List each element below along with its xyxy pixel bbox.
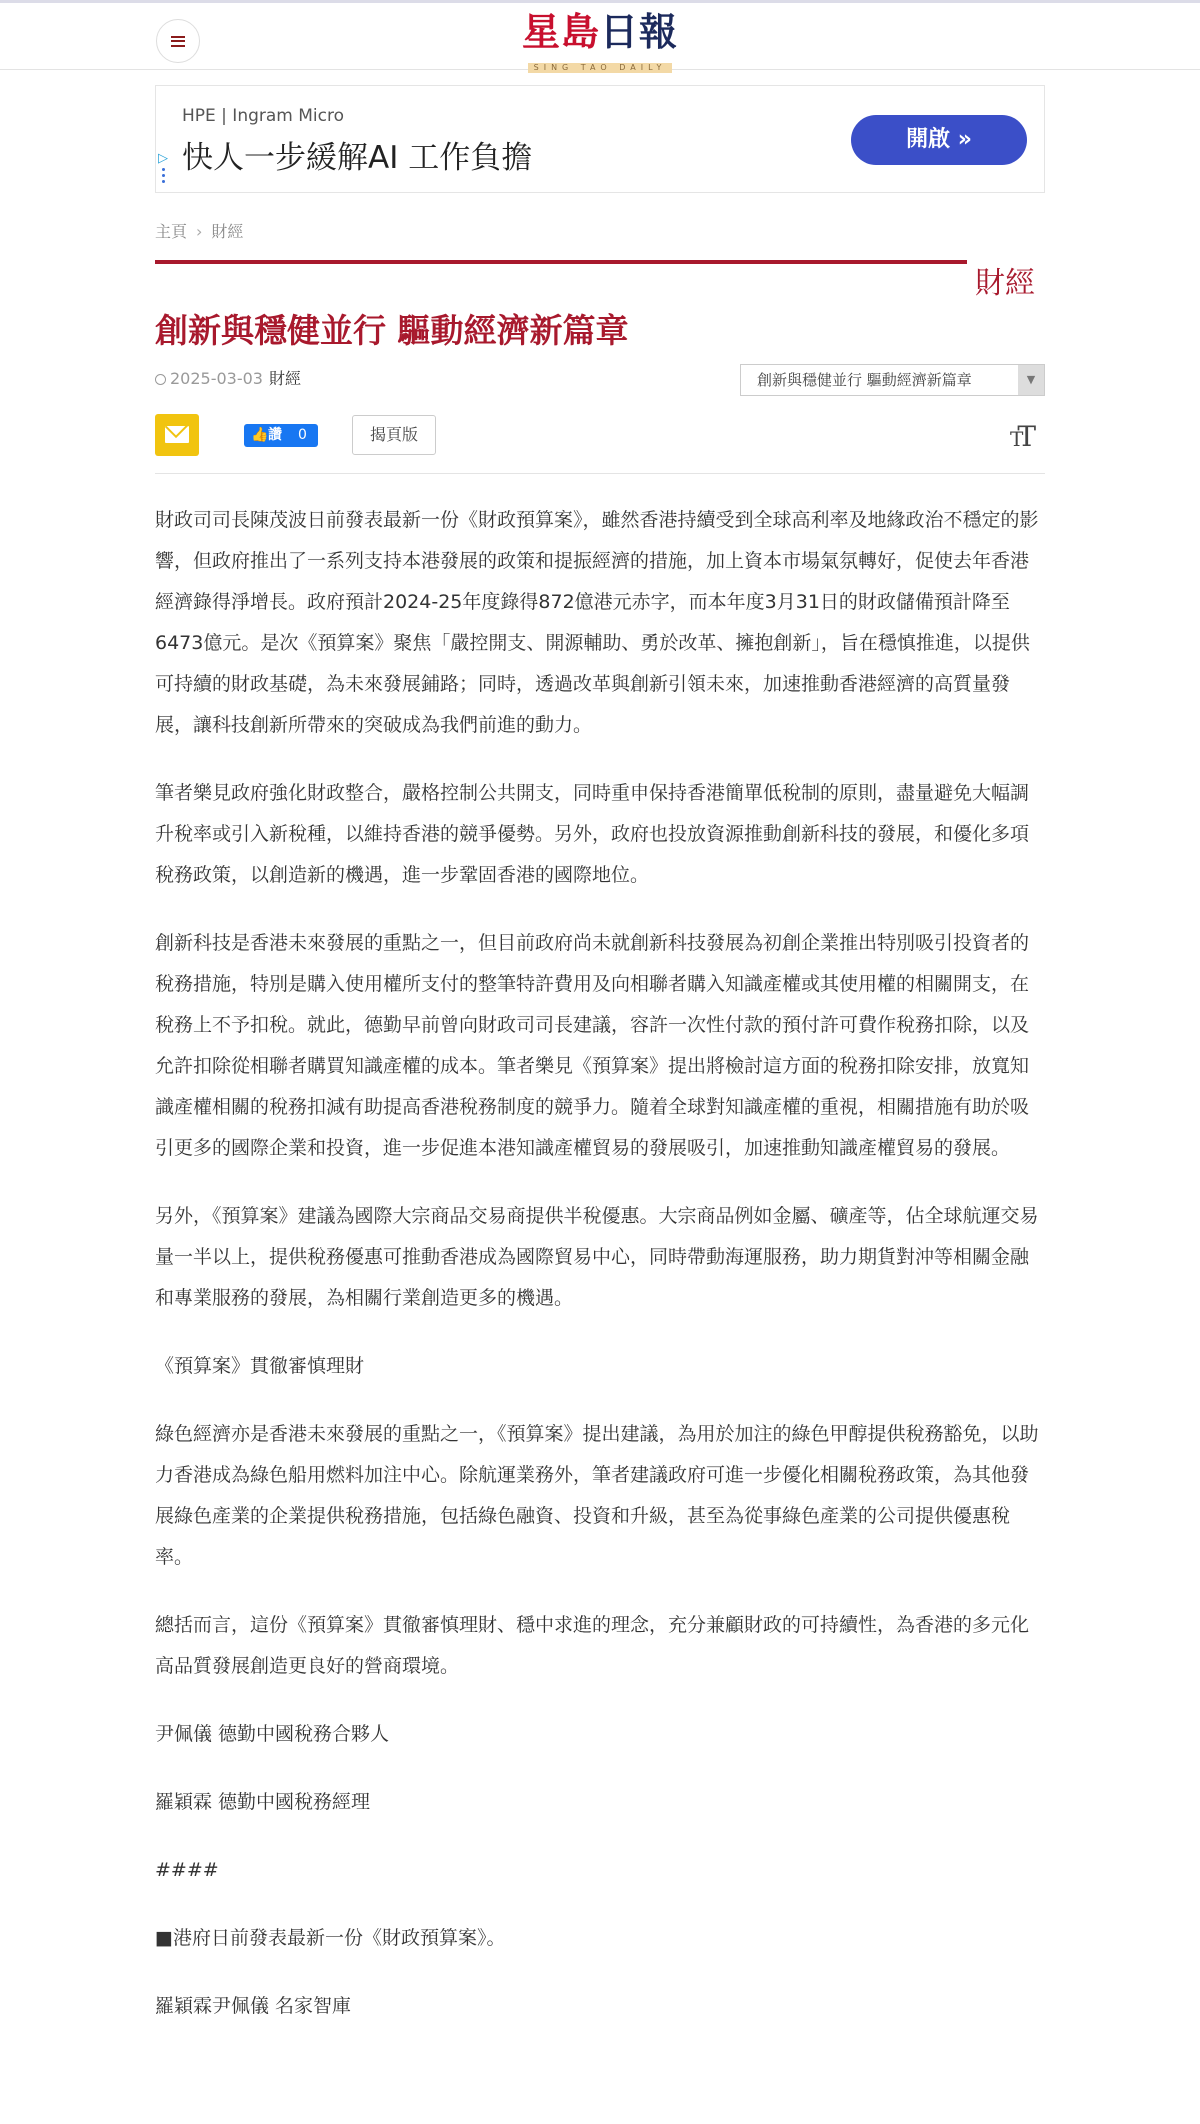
ad-headline[interactable]: 快人一步緩解AI 工作負擔 [182, 140, 533, 176]
section-divider [155, 260, 967, 264]
article-paragraph: 總括而言，這份《預算案》貫徹審慎理財、穩中求進的理念，充分兼顧財政的可持續性，為香港的多元化高品質發展創造更良好的營商環境。 [155, 1614, 1030, 1677]
top-navbar [0, 0, 1200, 70]
ad-open-button[interactable]: 開啟 » [851, 115, 1027, 165]
related-select-value: 創新與穩健並行 驅動經濟新篇章 [757, 371, 972, 389]
ad-brand: HPE | Ingram Micro [182, 106, 345, 126]
clock-icon [155, 374, 166, 385]
adchoices-icon[interactable]: ▷ [158, 151, 168, 166]
article-meta [155, 366, 301, 389]
author-line: 羅穎霖 德勤中國稅務經理 [155, 1791, 371, 1813]
logo-subtitle: SING TAO DAILY [528, 63, 673, 73]
article-paragraph: 另外，《預算案》建議為國際大宗商品交易商提供半稅優惠。大宗商品例如金屬、礦產等，佔全球航運交易量一半以上，提供稅務優惠可推動香港成為國際貿易中心，同時帶動海運服務，助力期貨對沖等相關金融和專業服務的發展，為相關行業創造更多的機遇。 [155, 1205, 1039, 1309]
breadcrumb-home-link[interactable]: 主頁 [155, 222, 188, 241]
article-paragraph: 創新科技是香港未來發展的重點之一，但目前政府尚未就創新科技發展為初創企業推出特別吸引投資者的稅務措施，特別是購入使用權所支付的整筆特許費用及向相聯者購入知識產權或其使用權的相關開支，在稅務上不予扣稅。就此，德勤早前曾向財政司司長建議，容許一次性付款的預付許可費作稅務扣除，以及允許扣除從相聯者購買知識產權的成本。筆者樂見《預算案》提出將檢討這方面的稅務扣除安排，放寬知識產權相關的稅務扣減有助提高香港稅務制度的競爭力。隨着全球對知識產權的重視，相關措施有助於吸引更多的國際企業和投資，進一步促進本港知識產權貿易的發展吸引，加速推動知識產權貿易的發展。 [155, 932, 1030, 1159]
ad-banner[interactable] [155, 85, 1045, 193]
like-count: 0 [298, 427, 307, 443]
article-paragraph: 筆者樂見政府強化財政整合，嚴格控制公共開支，同時重申保持香港簡單低稅制的原則，盡量避免大幅調升稅率或引入新稅種，以維持香港的競爭優勢。另外，政府也投放資源推動創新科技的發展，和優化多項稅務政策，以創造新的機遇，進一步鞏固香港的國際地位。 [155, 782, 1030, 886]
email-share-button[interactable] [155, 414, 199, 456]
chevron-down-icon: ▼ [1018, 365, 1044, 395]
article-subheading: 《預算案》貫徹審慎理財 [155, 1355, 365, 1377]
facebook-like-button[interactable] [244, 424, 318, 447]
chevron-right-icon: › [196, 222, 203, 241]
article-paragraph: 財政司司長陳茂波日前發表最新一份《財政預算案》，雖然香港持續受到全球高利率及地緣政治不穩定的影響，但政府推出了一系列支持本港發展的政策和提振經濟的措施，加上資本市場氣氛轉好，促使去年香港經濟錄得淨增長。政府預計2024-25年度錄得872億港元赤字，而本年度3月31日的財政儲備預計降至6473億元。是次《預算案》聚焦「嚴控開支、開源輔助、勇於改革、擁抱創新」，旨在穩慎推進，以提供可持續的財政基礎，為未來發展鋪路；同時，透過改革與創新引領未來，加速推動香港經濟的高質量發展，讓科技創新所帶來的突破成為我們前進的動力。 [155, 509, 1039, 736]
print-edition-button[interactable]: 揭頁版 [352, 415, 436, 455]
hamburger-menu-button[interactable] [156, 19, 200, 63]
breadcrumb-section-link[interactable]: 財經 [211, 222, 244, 241]
like-label: 讚 [268, 427, 282, 443]
menu-icon [171, 36, 185, 47]
ad-more-icon[interactable] [162, 168, 165, 186]
article-paragraph: 綠色經濟亦是香港未來發展的重點之一，《預算案》提出建議，為用於加注的綠色甲醇提供稅務豁免，以助力香港成為綠色船用燃料加注中心。除航運業務外，筆者建議政府可進一步優化相關稅務政策，為其他發展綠色產業的企業提供稅務措施，包括綠色融資、投資和升級，甚至為從事綠色產業的公司提供優惠稅率。 [155, 1423, 1039, 1568]
related-articles-select[interactable] [740, 364, 1045, 396]
breadcrumb [155, 219, 243, 242]
article-tags: 羅穎霖尹佩儀 名家智庫 [155, 1995, 352, 2017]
author-line: 尹佩儀 德勤中國稅務合夥人 [155, 1723, 390, 1745]
thumbs-up-icon: 👍 [251, 427, 269, 443]
article-separator: #### [155, 1859, 219, 1881]
article-body [155, 500, 1045, 2054]
section-label: 財經 [975, 266, 1035, 301]
article-title: 創新與穩健並行 驅動經濟新篇章 [155, 311, 629, 350]
article-date: 2025-03-03 [170, 369, 263, 388]
toolbar-divider [155, 473, 1045, 474]
image-caption: ■港府日前發表最新一份《財政預算案》。 [155, 1927, 506, 1949]
site-logo[interactable] [520, 9, 680, 72]
article-category-link[interactable]: 財經 [268, 369, 301, 388]
logo-text: 星島日報 [521, 9, 679, 54]
font-size-icon[interactable]: TT [1010, 420, 1031, 453]
envelope-icon [165, 426, 189, 443]
